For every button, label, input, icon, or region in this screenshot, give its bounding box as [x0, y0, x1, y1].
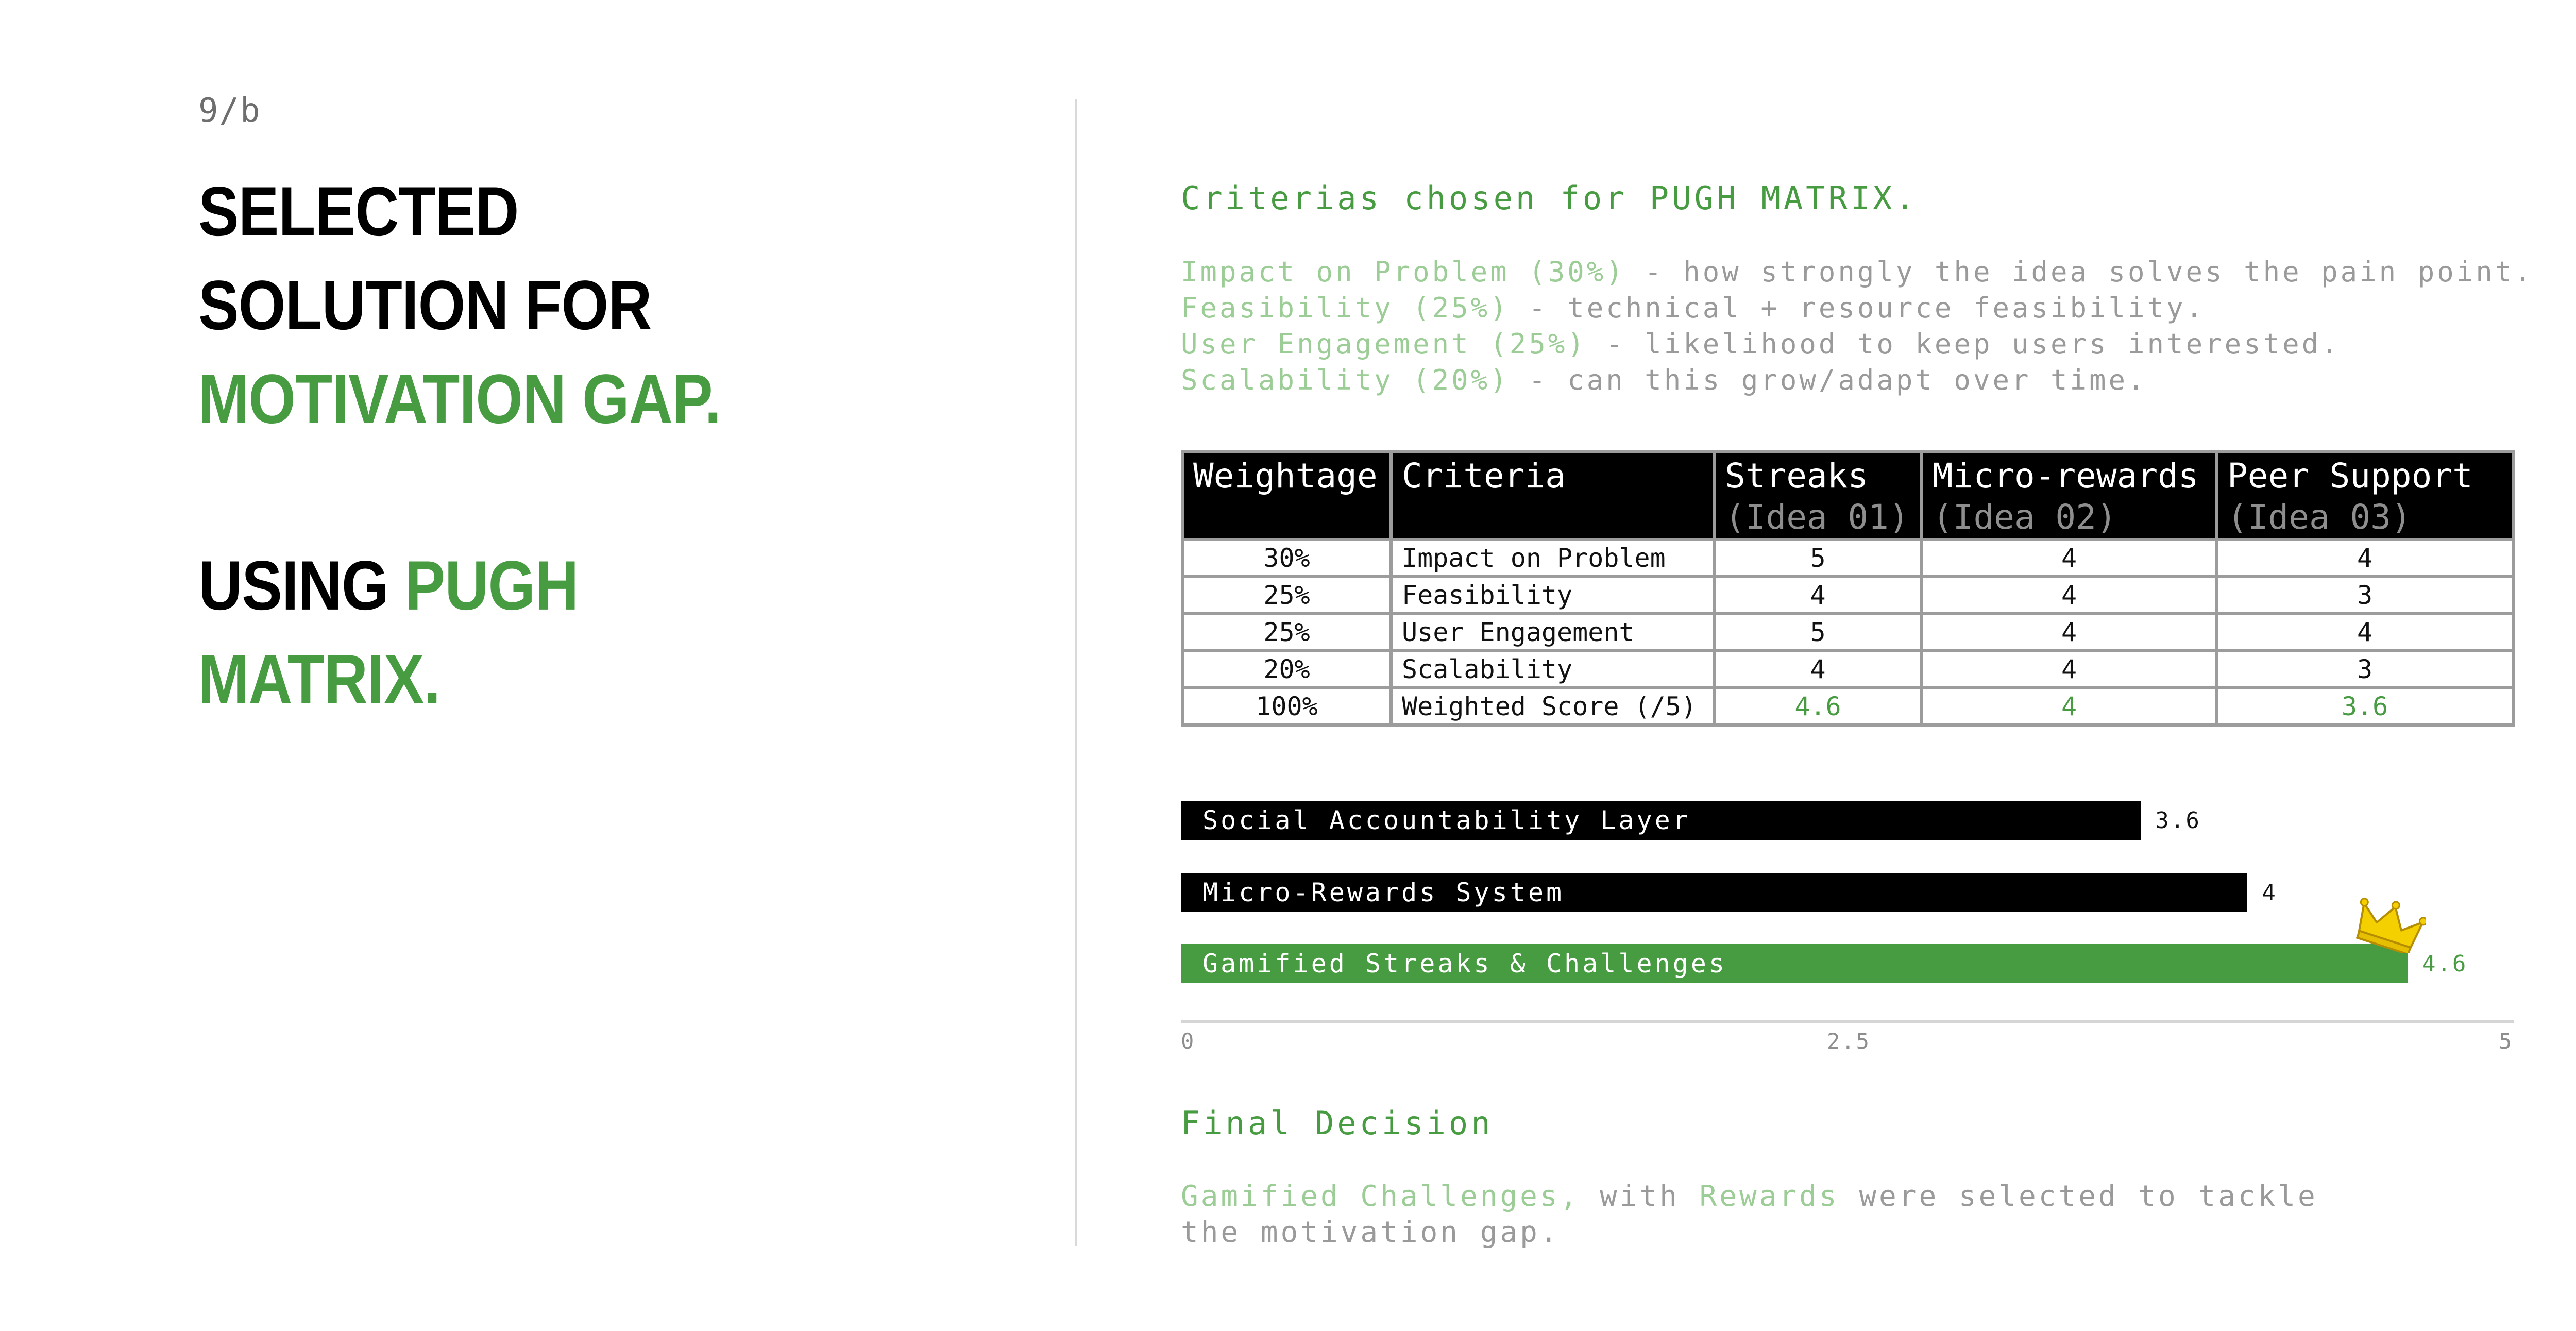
table-row: [1182, 577, 2513, 614]
headline-line-5: MATRIX.: [198, 640, 440, 719]
cell-total-weight: 100%: [1182, 688, 1391, 725]
bar-value-label: 3.6: [2155, 807, 2201, 834]
header-idea-2-name: Micro-rewards: [1933, 456, 2199, 496]
table-total-row: [1182, 688, 2513, 725]
cell-criteria: Scalability: [1391, 651, 1714, 688]
x-tick-label: 0: [1181, 1029, 1196, 1054]
final-green-2: Rewards: [1699, 1180, 1839, 1213]
headline-using: USING: [198, 546, 405, 625]
bar-value-label: 4: [2262, 880, 2277, 906]
page-number: 9/b: [198, 92, 261, 130]
criteria-item: [1181, 290, 2205, 326]
header-criteria: Criteria: [1391, 452, 1714, 540]
x-tick-label: 2.5: [1827, 1029, 1871, 1054]
table-row: [1182, 614, 2513, 651]
cell-weight: 25%: [1182, 577, 1391, 614]
final-text-2: were selected to tackle the motivation gap.: [1181, 1180, 2318, 1249]
cell-criteria: User Engagement: [1391, 614, 1714, 651]
criteria-item: [1181, 254, 2534, 290]
criteria-name: Impact on Problem (30%): [1181, 256, 1625, 288]
cell-weight: 25%: [1182, 614, 1391, 651]
table-row: [1182, 540, 2513, 577]
final-text-1: with: [1580, 1180, 1700, 1213]
cell-score-idea-1: 5: [1714, 540, 1922, 577]
x-axis-line: [1181, 1020, 2514, 1023]
criteria-name: User Engagement (25%): [1181, 328, 1587, 360]
header-idea-2: [1922, 452, 2216, 540]
cell-total-idea-3: 3.6: [2216, 688, 2513, 725]
cell-score-idea-2: 4: [1922, 540, 2216, 577]
headline-line-3: MOTIVATION GAP.: [198, 360, 721, 439]
cell-score-idea-2: 4: [1922, 577, 2216, 614]
criteria-desc: - likelihood to keep users interested.: [1586, 328, 2341, 360]
header-idea-3-name: Peer Support: [2227, 456, 2473, 496]
cell-weight: 30%: [1182, 540, 1391, 577]
criteria-desc: - can this grow/adapt over time.: [1509, 364, 2147, 396]
header-idea-1-sub: (Idea 01): [1725, 497, 1909, 537]
criteria-item: [1181, 362, 2147, 398]
cell-score-idea-3: 3: [2216, 651, 2513, 688]
bar-label: Social Accountability Layer: [1202, 805, 1691, 835]
criteria-name: Feasibility (25%): [1181, 292, 1510, 324]
pugh-matrix-table: [1181, 450, 2515, 727]
criteria-desc: - how strongly the idea solves the pain point.: [1625, 256, 2534, 288]
final-decision-text: [1181, 1178, 2366, 1251]
final-green-1: Gamified Challenges,: [1181, 1180, 1580, 1213]
cell-score-idea-1: 4: [1714, 651, 1922, 688]
header-idea-2-sub: (Idea 02): [1933, 497, 2117, 537]
headline-line-4: [198, 546, 579, 625]
cell-total-idea-1: 4.6: [1714, 688, 1922, 725]
bar-social-accountability: [1181, 801, 2141, 840]
table-row: [1182, 651, 2513, 688]
criteria-title: Criterias chosen for PUGH MATRIX.: [1181, 179, 1918, 217]
bar-value-label: 4.6: [2421, 951, 2468, 977]
cell-score-idea-1: 5: [1714, 614, 1922, 651]
cell-weight: 20%: [1182, 651, 1391, 688]
cell-score-idea-1: 4: [1714, 577, 1922, 614]
headline-pugh: PUGH: [404, 546, 579, 625]
cell-total-label: Weighted Score (/5): [1391, 688, 1714, 725]
criteria-item: [1181, 326, 2341, 362]
crown-icon: [2353, 897, 2426, 953]
table-header-row: [1182, 452, 2513, 540]
cell-total-idea-2: 4: [1922, 688, 2216, 725]
cell-criteria: Impact on Problem: [1391, 540, 1714, 577]
header-weightage: Weightage: [1182, 452, 1391, 540]
cell-score-idea-3: 4: [2216, 614, 2513, 651]
bar-micro-rewards: [1181, 873, 2247, 912]
vertical-divider: [1075, 99, 1077, 1246]
criteria-desc: - technical + resource feasibility.: [1509, 292, 2206, 324]
cell-score-idea-2: 4: [1922, 614, 2216, 651]
criteria-name: Scalability (20%): [1181, 364, 1510, 396]
bar-label: Micro-Rewards System: [1202, 878, 1565, 907]
header-idea-3-sub: (Idea 03): [2227, 497, 2412, 537]
headline-line-1: SELECTED: [198, 172, 519, 251]
bar-label: Gamified Streaks & Challenges: [1202, 949, 1727, 979]
cell-score-idea-3: 3: [2216, 577, 2513, 614]
headline-line-2: SOLUTION FOR: [198, 266, 652, 345]
header-idea-1-name: Streaks: [1725, 456, 1869, 496]
cell-criteria: Feasibility: [1391, 577, 1714, 614]
header-idea-1: [1714, 452, 1922, 540]
x-tick-label: 5: [2499, 1029, 2514, 1054]
header-idea-3: [2216, 452, 2513, 540]
final-decision-title: Final Decision: [1181, 1104, 1494, 1142]
cell-score-idea-3: 4: [2216, 540, 2513, 577]
bar-gamified-streaks: [1181, 944, 2408, 983]
cell-score-idea-2: 4: [1922, 651, 2216, 688]
